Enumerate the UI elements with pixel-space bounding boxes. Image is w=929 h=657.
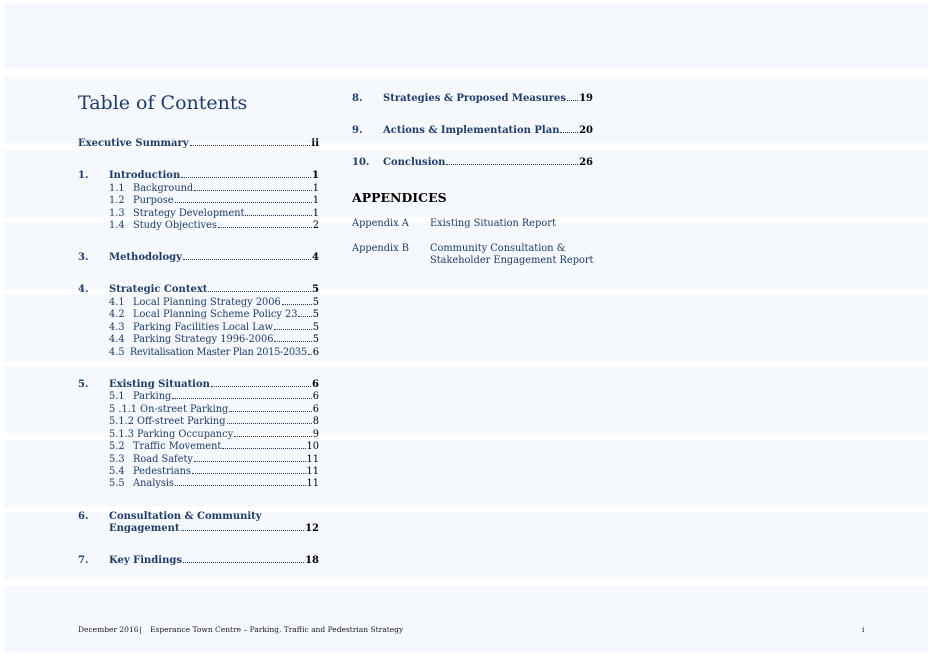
toc-subentry-strategy-development[interactable]: [109, 208, 319, 220]
dot-leader: [274, 340, 311, 342]
toc-subentry-page: 11: [306, 478, 319, 489]
toc-subentry-label: Parking Occupancy: [136, 429, 234, 440]
appendices-heading: APPENDICES: [352, 190, 447, 205]
toc-entry-label: Consultation & Community: [109, 511, 262, 522]
toc-subentry-number: 5.3: [109, 454, 125, 465]
toc-subentry-page: 6: [312, 404, 319, 415]
appendix-a-title[interactable]: Existing Situation Report: [430, 218, 556, 229]
toc-subentry-study-objectives[interactable]: [109, 220, 319, 232]
dot-leader: [560, 131, 578, 133]
toc-entry-number: 8.: [352, 93, 363, 104]
toc-subentry-parking-strategy[interactable]: [109, 334, 319, 346]
toc-subentry-number: 4.5: [109, 347, 125, 358]
toc-subentry-page: 5: [312, 334, 319, 345]
appendix-b-title-line2[interactable]: Stakeholder Engagement Report: [430, 255, 594, 266]
dot-leader: [183, 258, 311, 260]
toc-subentry-number: 4.3: [109, 322, 125, 333]
dot-leader: [274, 328, 312, 330]
dot-leader: [175, 484, 305, 486]
toc-subentry-label: Study Objectives: [133, 220, 217, 231]
toc-entry-key-findings[interactable]: [78, 555, 319, 567]
dot-leader: [181, 176, 311, 178]
toc-subentry-page: 6: [312, 347, 319, 358]
toc-entry-strategies[interactable]: [352, 93, 593, 105]
dot-leader: [227, 422, 312, 424]
toc-subentry-number: 5.4: [109, 466, 125, 477]
toc-subentry-label: Pedestrians: [133, 466, 191, 477]
toc-subentry-label: Strategy Development: [133, 208, 245, 219]
toc-entry-number: 9.: [352, 125, 363, 136]
dot-leader: [298, 315, 311, 317]
dot-leader: [234, 435, 312, 437]
toc-subentry-number: 5 .1.1: [109, 404, 138, 415]
toc-subentry-page: 1: [312, 208, 319, 219]
toc-entry-label: Key Findings: [109, 555, 182, 566]
footer-date: December 2016: [78, 625, 139, 634]
toc-entry-page: 12: [305, 523, 319, 534]
toc-subentry-local-planning-scheme-policy[interactable]: [109, 309, 319, 321]
dot-leader: [190, 144, 311, 146]
toc-subentry-page: 6: [312, 391, 319, 402]
toc-subentry-parking[interactable]: [109, 391, 319, 403]
dot-leader: [245, 214, 311, 216]
dot-leader: [222, 447, 305, 449]
toc-subentry-page: 5: [312, 309, 319, 320]
toc-entry-number: 6.: [78, 511, 89, 522]
toc-subentry-label: Local Planning Strategy 2006: [133, 297, 281, 308]
toc-subentry-label: Background: [133, 183, 194, 194]
toc-entry-number: 10.: [352, 157, 370, 168]
toc-entry-number: 7.: [78, 555, 89, 566]
toc-entry-number: 5.: [78, 379, 89, 390]
toc-entry-existing-situation[interactable]: [78, 379, 319, 391]
toc-entry-label: Conclusion: [383, 157, 446, 168]
toc-subentry-parking-facilities-local-law[interactable]: [109, 322, 319, 334]
toc-subentry-label: Parking: [133, 391, 172, 402]
toc-subentry-number: 1.1: [109, 183, 125, 194]
toc-entry-consultation-line1[interactable]: [78, 511, 319, 523]
toc-subentry-label: Revitalisation Master Plan 2015-2035: [129, 347, 307, 358]
appendix-b-title-line1[interactable]: Community Consultation &: [430, 243, 566, 254]
toc-subentry-purpose[interactable]: [109, 195, 319, 207]
toc-entry-consultation-line2[interactable]: [109, 523, 319, 535]
toc-entry-conclusion[interactable]: [352, 157, 593, 169]
dot-leader: [175, 201, 312, 203]
toc-subentry-page: 10: [306, 441, 319, 452]
background-band: [4, 586, 928, 653]
toc-subentry-label: Analysis: [133, 478, 175, 489]
toc-subentry-label: Purpose: [133, 195, 174, 206]
dot-leader: [208, 290, 311, 292]
toc-subentry-road-safety[interactable]: [109, 454, 319, 466]
toc-entry-label: Strategic Context: [109, 284, 208, 295]
toc-entry-executive-summary[interactable]: [78, 138, 319, 150]
dot-leader: [282, 303, 312, 305]
toc-subentry-number: 5.1.3: [109, 429, 134, 440]
dot-leader: [218, 226, 312, 228]
toc-subentry-revitalisation-master-plan[interactable]: [109, 347, 319, 359]
toc-entry-label: Executive Summary: [78, 138, 189, 149]
toc-subentry-number: 4.4: [109, 334, 125, 345]
toc-subentry-number: 1.4: [109, 220, 125, 231]
toc-subentry-page: 5: [312, 297, 319, 308]
toc-subentry-analysis[interactable]: [109, 478, 319, 490]
toc-subentry-page: 5: [312, 322, 319, 333]
toc-entry-label: Strategies & Proposed Measures: [383, 93, 567, 104]
dot-leader: [211, 385, 311, 387]
dot-leader: [183, 561, 304, 563]
toc-subentry-label: Parking Facilities Local Law: [133, 322, 274, 333]
dot-leader: [308, 353, 312, 355]
toc-subentry-traffic-movement[interactable]: [109, 441, 319, 453]
toc-entry-number: 1.: [78, 170, 89, 181]
toc-subentry-page: 11: [306, 466, 319, 477]
toc-subentry-number: 4.1: [109, 297, 125, 308]
toc-subentry-local-planning-strategy[interactable]: [109, 297, 319, 309]
appendix-a-id: Appendix A: [352, 218, 409, 229]
footer-page-number: i: [862, 625, 865, 634]
page-title: Table of Contents: [78, 92, 248, 114]
footer-separator: |: [139, 625, 142, 634]
dot-leader: [194, 460, 306, 462]
toc-subentry-number: 5.1: [109, 391, 125, 402]
background-band: [4, 3, 928, 69]
toc-entry-methodology[interactable]: [78, 252, 319, 264]
dot-leader: [229, 410, 311, 412]
toc-subentry-page: 8: [312, 416, 319, 427]
toc-subentry-pedestrians[interactable]: [109, 466, 319, 478]
toc-entry-page: 6: [312, 379, 319, 390]
toc-entry-page: 26: [579, 157, 593, 168]
toc-entry-page: ii: [311, 138, 319, 149]
toc-subentry-page: 11: [306, 454, 319, 465]
toc-subentry-label: Road Safety: [133, 454, 193, 465]
toc-subentry-number: 5.5: [109, 478, 125, 489]
toc-subentry-label: Traffic Movement: [133, 441, 222, 452]
dot-leader: [181, 529, 305, 531]
dot-leader: [172, 397, 311, 399]
appendix-b-id: Appendix B: [352, 243, 409, 254]
toc-entry-label: Actions & Implementation Plan: [383, 125, 560, 136]
toc-entry-actions[interactable]: [352, 125, 593, 137]
toc-entry-label: Methodology: [109, 252, 182, 263]
toc-subentry-label: Local Planning Scheme Policy 23: [133, 309, 298, 320]
toc-entry-number: 3.: [78, 252, 89, 263]
toc-subentry-parking-occupancy[interactable]: [109, 429, 319, 441]
toc-subentry-on-street-parking[interactable]: [109, 404, 319, 416]
toc-entry-label: Engagement: [109, 523, 180, 534]
toc-subentry-background[interactable]: [109, 183, 319, 195]
toc-subentry-number: 4.2: [109, 309, 125, 320]
toc-subentry-page: 9: [312, 429, 319, 440]
toc-subentry-label: On-street Parking: [140, 404, 229, 415]
footer-document-title: Esperance Town Centre – Parking, Traffic and Pedestrian Strategy: [150, 625, 404, 634]
toc-entry-number: 4.: [78, 284, 89, 295]
toc-entry-label: Introduction: [109, 170, 181, 181]
toc-entry-page: 19: [579, 93, 593, 104]
toc-subentry-number: 5.1.2: [109, 416, 134, 427]
toc-entry-page: 4: [312, 252, 319, 263]
toc-entry-introduction[interactable]: [78, 170, 319, 182]
toc-entry-label: Existing Situation: [109, 379, 210, 390]
dot-leader: [194, 189, 312, 191]
toc-subentry-label: Parking Strategy 1996-2006: [133, 334, 274, 345]
dot-leader: [567, 99, 578, 101]
toc-subentry-off-street-parking[interactable]: [109, 416, 319, 428]
toc-subentry-label: Off-street Parking: [136, 416, 226, 427]
toc-subentry-page: 2: [312, 220, 319, 231]
toc-entry-page: 5: [312, 284, 319, 295]
toc-subentry-number: 5.2: [109, 441, 125, 452]
dot-leader: [446, 163, 578, 165]
toc-entry-page: 1: [312, 170, 319, 181]
toc-subentry-number: 1.3: [109, 208, 125, 219]
dot-leader: [192, 472, 306, 474]
toc-subentry-number: 1.2: [109, 195, 125, 206]
toc-entry-page: 20: [579, 125, 593, 136]
toc-entry-page: 18: [305, 555, 319, 566]
toc-subentry-page: 1: [312, 183, 319, 194]
toc-subentry-page: 1: [312, 195, 319, 206]
toc-entry-strategic-context[interactable]: [78, 284, 319, 296]
